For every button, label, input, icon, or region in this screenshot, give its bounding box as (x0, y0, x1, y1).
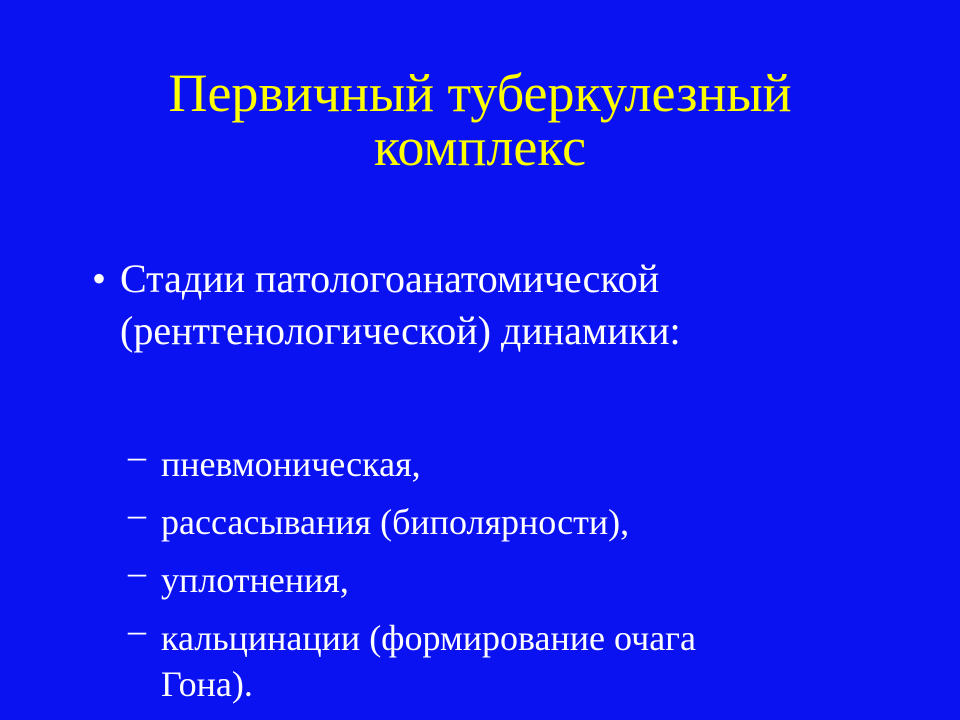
sub-item-calcification (128, 610, 908, 707)
sub-item-resorption (128, 494, 908, 545)
main-bullet (92, 253, 892, 357)
slide-title-line-1: Первичный туберкулезный (168, 63, 792, 123)
sub-item-text: пневмоническая, (161, 444, 421, 484)
dash-icon: – (128, 552, 146, 592)
dash-icon: – (128, 436, 146, 476)
main-bullet-line-2: (рентгенологической) динамики: (120, 308, 681, 353)
main-bullet-line-1: Стадии патологоанатомической (120, 256, 660, 301)
slide-title-line-2: комплекс (373, 117, 587, 177)
sub-item-text: рассасывания (биполярности), (161, 502, 630, 542)
sub-item-text-line-1: кальцинации (формирование очага (161, 618, 696, 658)
slide-title (0, 63, 960, 177)
dash-icon: – (128, 610, 146, 650)
sub-item-text: уплотнения, (161, 560, 349, 600)
sub-item-pneumonic (128, 436, 908, 487)
bullet-icon: • (92, 256, 107, 301)
sub-item-text-line-2: Гона). (161, 664, 253, 704)
sub-item-compaction (128, 552, 908, 603)
dash-icon: – (128, 494, 146, 534)
